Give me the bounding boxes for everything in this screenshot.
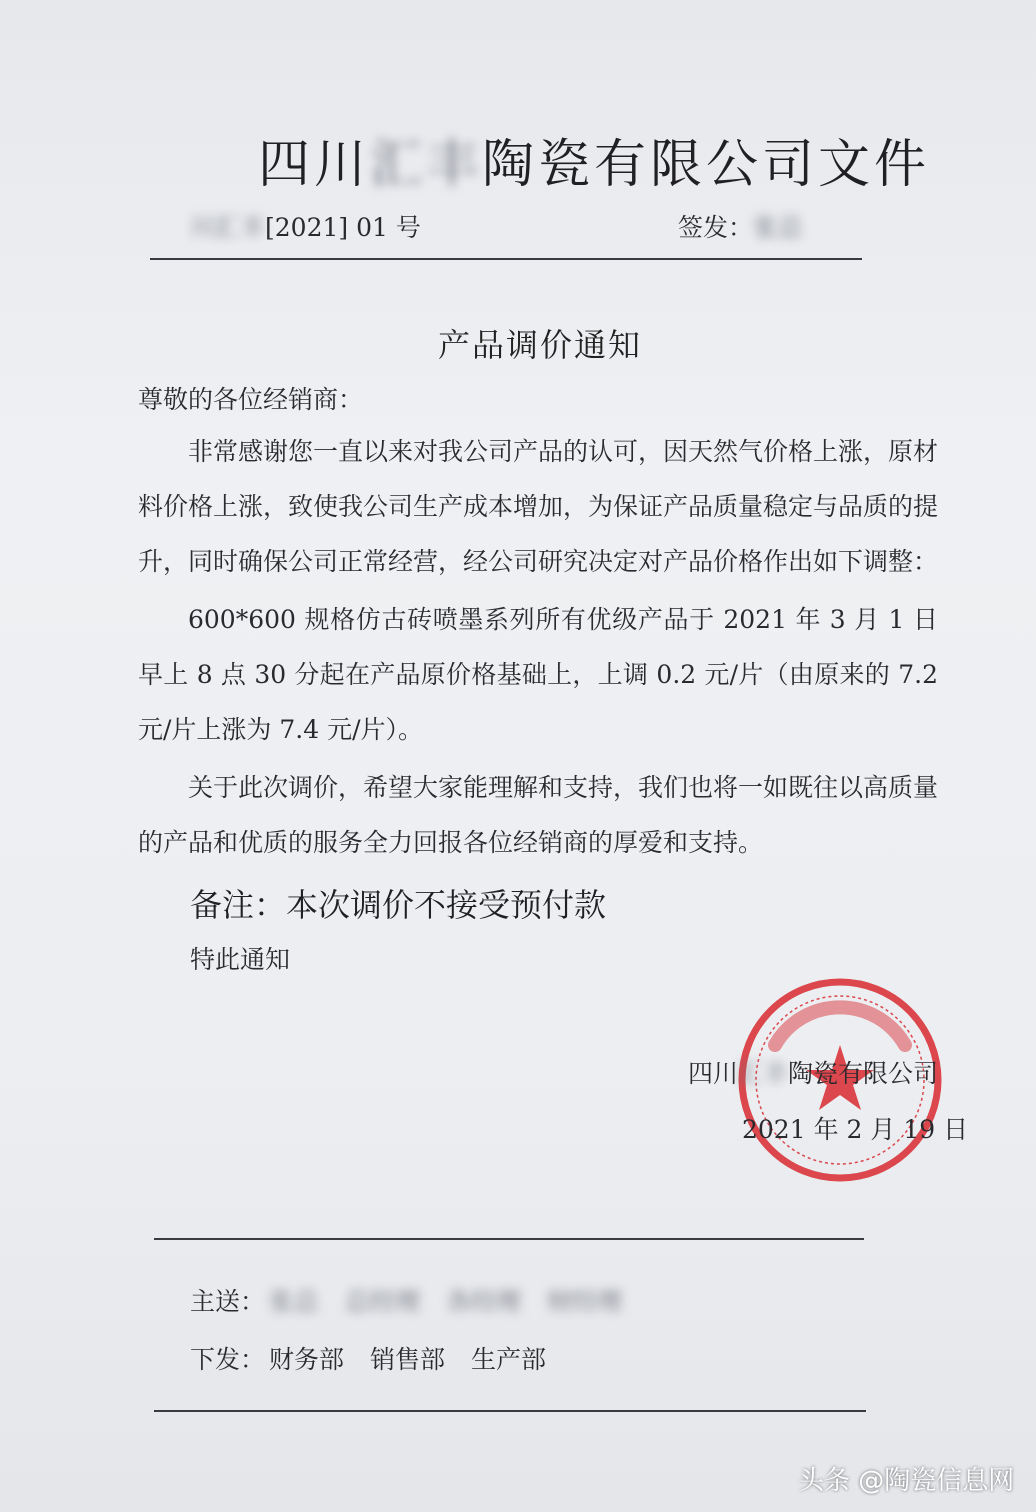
- signature-company: 四川汇丰陶瓷有限公司: [688, 1054, 938, 1090]
- main-recipients: 主送： 张总 总经理 各经理 财经理: [190, 1282, 648, 1318]
- redacted-company-name-signature: 汇丰: [738, 1059, 789, 1088]
- department-finance: 财务部: [269, 1345, 345, 1374]
- paragraph-2: 600*600 规格仿古砖喷墨系列所有优级产品于 2021 年 3 月 1 日早上 8 点 30 分起在产品原价格基础上，上调 0.2 元/片（由原来的 7.2 元/片上涨为 7.4 元/片）。: [138, 605, 938, 744]
- header-divider: [150, 258, 862, 260]
- salutation: 尊敬的各位经销商：: [138, 385, 364, 414]
- redacted-recipient: 张总: [269, 1287, 320, 1316]
- signer: 签发：张总: [678, 208, 803, 244]
- notice-title: 产品调价通知: [438, 326, 643, 364]
- redacted-doc-prefix: 川汇丰: [190, 213, 266, 242]
- document-title: 四川汇丰陶瓷有限公司文件: [258, 122, 930, 197]
- redacted-recipient: 总经理: [345, 1287, 421, 1316]
- paragraph-3: 关于此次调价，希望大家能理解和支持，我们也将一如既往以高质量的产品和优质的服务全力回报各位经销商的厚爱和支持。: [138, 773, 939, 857]
- redacted-signer-name: 张总: [753, 213, 804, 242]
- footer-top-divider: [154, 1238, 864, 1240]
- redacted-recipient: 财经理: [547, 1287, 623, 1316]
- source-watermark: 头条 @陶瓷信息网: [798, 1466, 1015, 1496]
- remark: 备注：本次调价不接受预付款: [190, 886, 607, 924]
- footer-bottom-divider: [154, 1410, 866, 1412]
- redacted-recipient: 各经理: [446, 1287, 522, 1316]
- document-number: 川汇丰[2021] 01 号: [190, 208, 421, 244]
- department-sales: 销售部: [370, 1345, 446, 1374]
- redacted-company-name: 汇丰: [370, 135, 483, 195]
- paragraph-1: 非常感谢您一直以来对我公司产品的认可，因天然气价格上涨，原材料价格上涨，致使我公司生产成本增加，为保证产品质量稳定与品质的提升，同时确保公司正常经营，经公司研究决定对产品价格作出如下调整：: [138, 437, 939, 576]
- closing: 特此通知: [190, 945, 291, 974]
- signature-date: 2021 年 2 月 19 日: [742, 1115, 969, 1144]
- copy-recipients: 下发： 财务部 销售部 生产部: [190, 1345, 547, 1374]
- department-production: 生产部: [471, 1345, 547, 1374]
